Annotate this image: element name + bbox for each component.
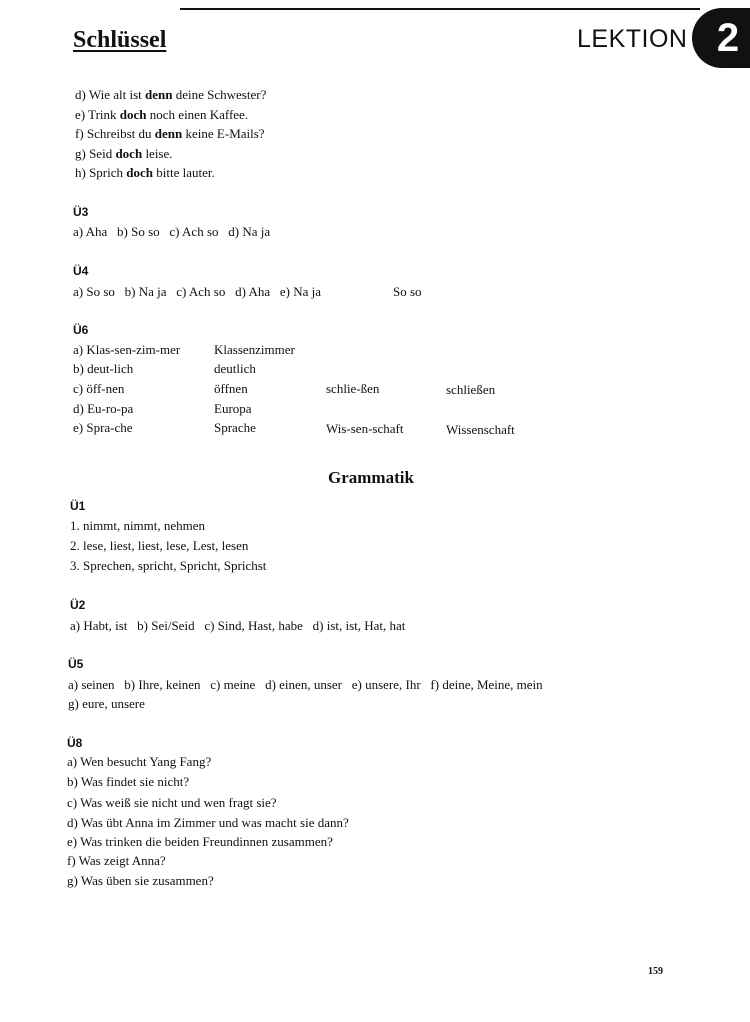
syllable-cell: c) öff-nen — [73, 381, 125, 396]
exercise-heading: Ü4 — [73, 264, 89, 278]
syllable-cell: a) Klas-sen-zim-mer — [73, 342, 181, 357]
syllable-cell: b) deut-lich — [73, 361, 134, 376]
word-cell: öffnen — [214, 381, 248, 396]
word-cell: schließen — [446, 382, 496, 397]
page-number: 159 — [648, 966, 663, 977]
answer-line: a) seinen b) Ihre, keinen c) meine d) einen, unser e) unsere, Ihr f) deine, Meine, mein — [68, 677, 543, 692]
header-rule — [180, 8, 700, 10]
lektion-label: LEKTION — [577, 25, 688, 53]
answer-line: d) Wie alt ist denn deine Schwester? — [75, 87, 267, 102]
answer-line: e) Trink doch noch einen Kaffee. — [75, 107, 249, 122]
lektion-badge — [692, 8, 750, 68]
exercise-heading: Ü1 — [70, 499, 86, 513]
exercise-heading: Ü3 — [73, 205, 89, 219]
section-title: Grammatik — [328, 468, 414, 487]
question-line: d) Was übt Anna im Zimmer und was macht sie dann? — [67, 815, 349, 830]
answer-line: f) Schreibst du denn keine E-Mails? — [75, 126, 265, 141]
answer-line: a) Habt, ist b) Sei/Seid c) Sind, Hast, habe d) ist, ist, Hat, hat — [70, 618, 406, 633]
question-line: c) Was weiß sie nicht und wen fragt sie? — [67, 795, 277, 810]
word-cell: Klassenzimmer — [214, 342, 295, 357]
answer-line: a) So so b) Na ja c) Ach so d) Aha e) Na ja — [73, 284, 322, 299]
syllable-cell: Wis-sen-schaft — [326, 421, 404, 436]
question-line: g) Was üben sie zusammen? — [67, 873, 214, 888]
answer-line: h) Sprich doch bitte lauter. — [75, 165, 215, 180]
answer-line: g) eure, unsere — [68, 696, 145, 711]
word-cell: Sprache — [214, 420, 256, 435]
exercise-heading: Ü2 — [70, 598, 86, 612]
answer-line: 1. nimmt, nimmt, nehmen — [70, 518, 206, 533]
answer-line: g) Seid doch leise. — [75, 146, 173, 161]
word-cell: deutlich — [214, 361, 256, 376]
page-title: Schlüssel — [73, 27, 167, 53]
lektion-number: 2 — [716, 16, 740, 60]
answer-line: 3. Sprechen, spricht, Spricht, Sprichst — [70, 558, 267, 573]
answer-line: 2. lese, liest, liest, lese, Lest, lesen — [70, 538, 249, 553]
question-line: a) Wen besucht Yang Fang? — [67, 754, 212, 769]
exercise-heading: Ü6 — [73, 323, 89, 337]
exercise-heading: Ü5 — [68, 657, 84, 671]
exercise-heading: Ü8 — [67, 736, 83, 750]
question-line: f) Was zeigt Anna? — [67, 853, 166, 868]
answer-extra: So so — [393, 284, 422, 299]
syllable-cell: e) Spra-che — [73, 420, 133, 435]
question-line: e) Was trinken die beiden Freundinnen zusammen? — [67, 834, 333, 849]
syllable-cell: schlie-ßen — [326, 381, 380, 396]
syllable-cell: d) Eu-ro-pa — [73, 401, 134, 416]
word-cell: Wissenschaft — [446, 422, 515, 437]
answer-line: a) Aha b) So so c) Ach so d) Na ja — [73, 224, 271, 239]
word-cell: Europa — [214, 401, 252, 416]
question-line: b) Was findet sie nicht? — [67, 774, 190, 789]
